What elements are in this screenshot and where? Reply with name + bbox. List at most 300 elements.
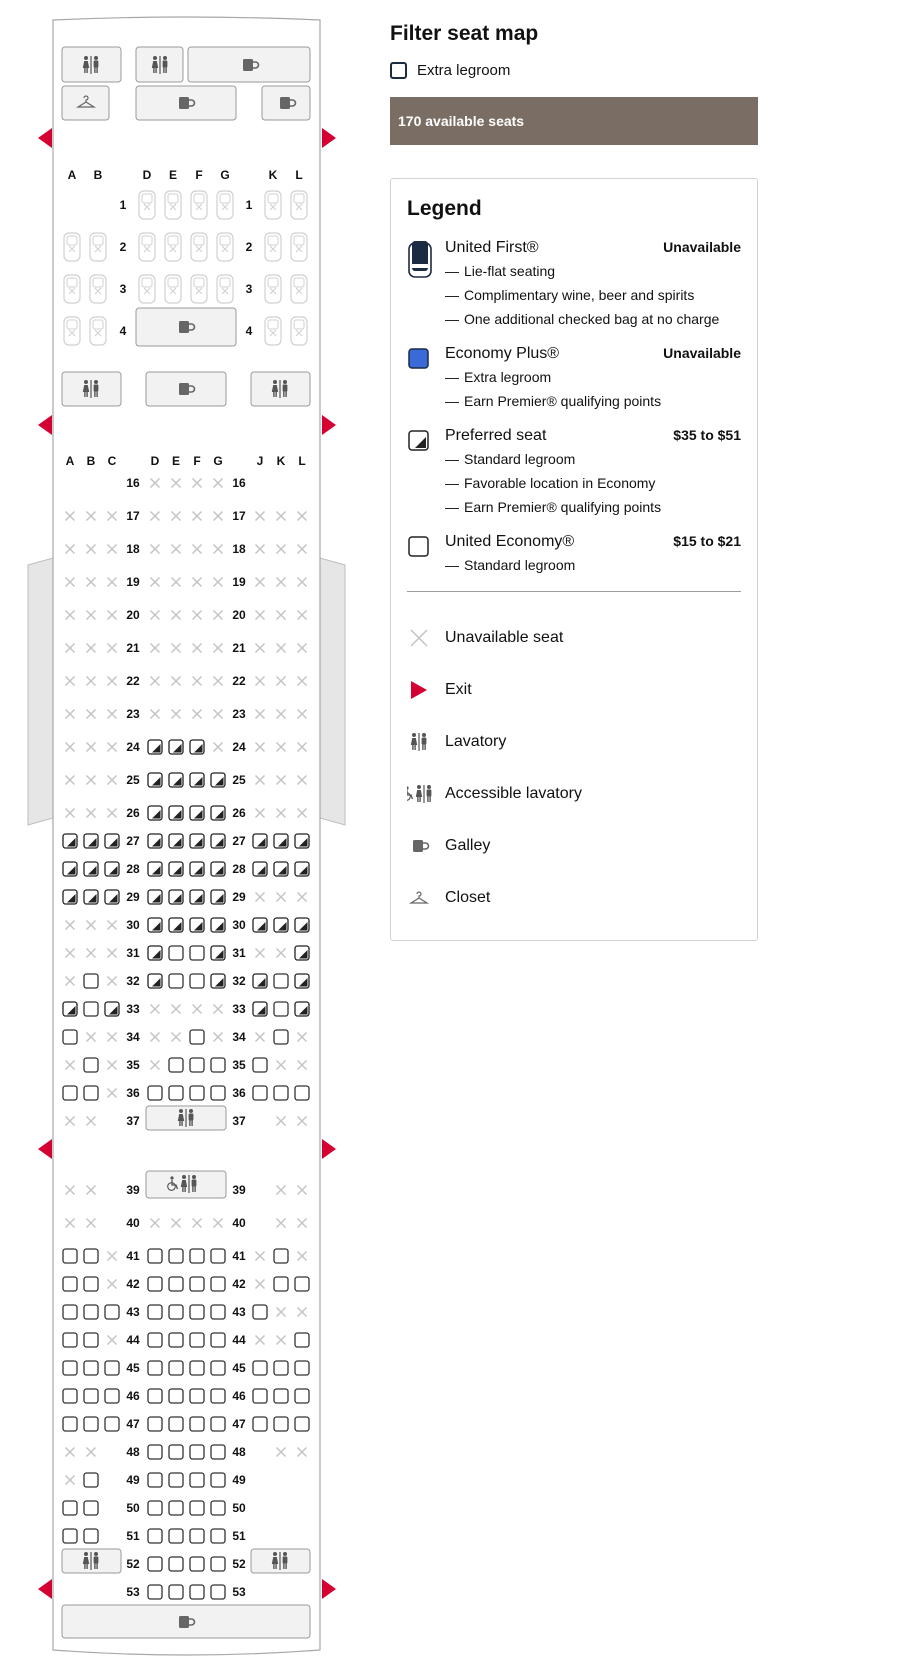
seat-47C[interactable] bbox=[105, 1417, 119, 1431]
legend-symbol-label: Unavailable seat bbox=[445, 629, 564, 646]
seat-27J[interactable] bbox=[253, 834, 267, 848]
economy-row-35: 35 bbox=[126, 1058, 140, 1072]
seat-49F[interactable] bbox=[190, 1473, 204, 1487]
seat-43J[interactable] bbox=[253, 1305, 267, 1319]
seat-50F[interactable] bbox=[190, 1501, 204, 1515]
seat-36K[interactable] bbox=[274, 1086, 288, 1100]
closet-hanger-icon bbox=[407, 885, 445, 911]
legend-fare-name: Economy Plus® bbox=[445, 345, 560, 362]
seat-46D[interactable] bbox=[148, 1389, 162, 1403]
accessible-lavatory-icon bbox=[407, 781, 445, 807]
legend-fare-name: Preferred seat bbox=[445, 427, 547, 444]
seat-51D[interactable] bbox=[148, 1529, 162, 1543]
seat-33A[interactable] bbox=[63, 1002, 77, 1016]
legend-fare-price: Unavailable bbox=[663, 345, 741, 361]
seat-29C[interactable] bbox=[105, 890, 119, 904]
extra-legroom-label: Extra legroom bbox=[417, 61, 511, 79]
exit-arrow-icon bbox=[38, 128, 52, 148]
seat-34A[interactable] bbox=[63, 1030, 77, 1044]
seat-33C[interactable] bbox=[105, 1002, 119, 1016]
feature-dash: — bbox=[445, 287, 459, 303]
economy-column-L: L bbox=[298, 454, 306, 468]
feature-dash: — bbox=[445, 369, 459, 385]
first-class-seat-unavailable bbox=[265, 317, 281, 345]
seat-32L[interactable] bbox=[295, 974, 309, 988]
right-wing bbox=[320, 558, 345, 825]
seat-26D[interactable] bbox=[148, 806, 162, 820]
feature-text: Lie-flat seating bbox=[464, 263, 556, 279]
seat-32J[interactable] bbox=[253, 974, 267, 988]
economy-row-18: 18 bbox=[232, 542, 246, 556]
first-row-2: 2 bbox=[119, 240, 127, 254]
seat-44E[interactable] bbox=[169, 1333, 183, 1347]
seat-28C[interactable] bbox=[105, 862, 119, 876]
seat-51A[interactable] bbox=[63, 1529, 77, 1543]
economy-row-32: 32 bbox=[126, 974, 140, 988]
seat-25D[interactable] bbox=[148, 773, 162, 787]
first-row-1: 1 bbox=[245, 198, 253, 212]
seat-29D[interactable] bbox=[148, 890, 162, 904]
seat-36G[interactable] bbox=[211, 1086, 225, 1100]
seat-25G[interactable] bbox=[211, 773, 225, 787]
seat-44L[interactable] bbox=[295, 1333, 309, 1347]
legend-fare-name: United First® bbox=[445, 239, 539, 256]
seat-32F[interactable] bbox=[190, 974, 204, 988]
economy-row-30: 30 bbox=[232, 918, 246, 932]
seat-47L[interactable] bbox=[295, 1417, 309, 1431]
seat-35G[interactable] bbox=[211, 1058, 225, 1072]
seat-53F[interactable] bbox=[190, 1585, 204, 1599]
unavailable-x-icon bbox=[407, 625, 445, 651]
seat-46A[interactable] bbox=[63, 1389, 77, 1403]
first-class-seat-unavailable bbox=[139, 233, 155, 261]
seat-41K[interactable] bbox=[274, 1249, 288, 1263]
economy-row-16: 16 bbox=[232, 476, 246, 490]
economy-row-51: 51 bbox=[126, 1529, 140, 1543]
seat-35B[interactable] bbox=[84, 1058, 98, 1072]
seat-49E[interactable] bbox=[169, 1473, 183, 1487]
seat-52E[interactable] bbox=[169, 1557, 183, 1571]
seat-41A[interactable] bbox=[63, 1249, 77, 1263]
seat-25F[interactable] bbox=[190, 773, 204, 787]
seat-28L[interactable] bbox=[295, 862, 309, 876]
seat-50A[interactable] bbox=[63, 1501, 77, 1515]
economy-row-44: 44 bbox=[232, 1333, 246, 1347]
seat-45B[interactable] bbox=[84, 1361, 98, 1375]
seat-45A[interactable] bbox=[63, 1361, 77, 1375]
seat-30L[interactable] bbox=[295, 918, 309, 932]
seat-30J[interactable] bbox=[253, 918, 267, 932]
seat-28D[interactable] bbox=[148, 862, 162, 876]
seat-31F[interactable] bbox=[190, 946, 204, 960]
seat-31G[interactable] bbox=[211, 946, 225, 960]
seat-31L[interactable] bbox=[295, 946, 309, 960]
seat-46K[interactable] bbox=[274, 1389, 288, 1403]
seat-45L[interactable] bbox=[295, 1361, 309, 1375]
economy-row-28: 28 bbox=[126, 862, 140, 876]
lavatory-icon bbox=[407, 729, 445, 755]
first-column-G: G bbox=[220, 168, 230, 182]
economy-row-25: 25 bbox=[126, 773, 140, 787]
economy-row-19: 19 bbox=[232, 575, 246, 589]
economy-row-42: 42 bbox=[232, 1277, 246, 1291]
legend-symbol-item bbox=[407, 664, 741, 716]
seat-30E[interactable] bbox=[169, 918, 183, 932]
first-column-L: L bbox=[295, 168, 303, 182]
economy-column-D: D bbox=[150, 454, 160, 468]
seat-53G[interactable] bbox=[211, 1585, 225, 1599]
seat-41B[interactable] bbox=[84, 1249, 98, 1263]
seat-48G[interactable] bbox=[211, 1445, 225, 1459]
first-column-D: D bbox=[142, 168, 152, 182]
seat-26G[interactable] bbox=[211, 806, 225, 820]
feature-text: Extra legroom bbox=[464, 369, 552, 385]
first-class-seat-unavailable bbox=[191, 233, 207, 261]
feature-dash: — bbox=[445, 475, 459, 491]
available-seats-banner: 170 available seats bbox=[390, 97, 758, 145]
filter-title: Filter seat map bbox=[390, 22, 539, 45]
first-class-seat-unavailable bbox=[64, 317, 80, 345]
seat-42K[interactable] bbox=[274, 1277, 288, 1291]
economy-row-37: 37 bbox=[126, 1114, 140, 1128]
seat-44F[interactable] bbox=[190, 1333, 204, 1347]
feature-text: Standard legroom bbox=[464, 451, 576, 467]
seat-52D[interactable] bbox=[148, 1557, 162, 1571]
seat-47F[interactable] bbox=[190, 1417, 204, 1431]
economy-row-20: 20 bbox=[126, 608, 140, 622]
seat-26F[interactable] bbox=[190, 806, 204, 820]
seat-47D[interactable] bbox=[148, 1417, 162, 1431]
legend-symbol-label: Exit bbox=[445, 681, 472, 698]
seat-46C[interactable] bbox=[105, 1389, 119, 1403]
accessible-lavatory-icon bbox=[407, 785, 431, 803]
economy-row-39: 39 bbox=[126, 1183, 140, 1197]
economy-row-42: 42 bbox=[126, 1277, 140, 1291]
economy-row-46: 46 bbox=[126, 1389, 140, 1403]
seat-48D[interactable] bbox=[148, 1445, 162, 1459]
seat-28G[interactable] bbox=[211, 862, 225, 876]
side-panel bbox=[390, 22, 758, 941]
seat-36D[interactable] bbox=[148, 1086, 162, 1100]
extra-legroom-filter[interactable] bbox=[390, 56, 758, 84]
seat-47E[interactable] bbox=[169, 1417, 183, 1431]
seat-51B[interactable] bbox=[84, 1529, 98, 1543]
seat-45G[interactable] bbox=[211, 1361, 225, 1375]
seat-49G[interactable] bbox=[211, 1473, 225, 1487]
seat-32D[interactable] bbox=[148, 974, 162, 988]
seat-43E[interactable] bbox=[169, 1305, 183, 1319]
seat-50E[interactable] bbox=[169, 1501, 183, 1515]
seat-30F[interactable] bbox=[190, 918, 204, 932]
legend-feature bbox=[445, 553, 741, 577]
first-class-seat-unavailable bbox=[64, 275, 80, 303]
seat-35J[interactable] bbox=[253, 1058, 267, 1072]
seat-32K[interactable] bbox=[274, 974, 288, 988]
seat-53D[interactable] bbox=[148, 1585, 162, 1599]
exit-arrow-icon bbox=[322, 1139, 336, 1159]
legend-fare-body bbox=[445, 345, 741, 413]
seat-46L[interactable] bbox=[295, 1389, 309, 1403]
legend-fare-item bbox=[407, 533, 741, 577]
seat-42F[interactable] bbox=[190, 1277, 204, 1291]
seat-26E[interactable] bbox=[169, 806, 183, 820]
seat-28F[interactable] bbox=[190, 862, 204, 876]
economy-row-36: 36 bbox=[232, 1086, 246, 1100]
seat-49B[interactable] bbox=[84, 1473, 98, 1487]
seat-47K[interactable] bbox=[274, 1417, 288, 1431]
seat-50D[interactable] bbox=[148, 1501, 162, 1515]
legend-fare-price: $35 to $51 bbox=[673, 427, 741, 443]
legend-feature bbox=[445, 495, 741, 519]
seat-43D[interactable] bbox=[148, 1305, 162, 1319]
seat-36A[interactable] bbox=[63, 1086, 77, 1100]
economy-row-22: 22 bbox=[126, 674, 140, 688]
first-class-seat-unavailable bbox=[217, 191, 233, 219]
seat-45E[interactable] bbox=[169, 1361, 183, 1375]
seat-29A[interactable] bbox=[63, 890, 77, 904]
first-class-seat-unavailable bbox=[165, 191, 181, 219]
seat-34K[interactable] bbox=[274, 1030, 288, 1044]
economy-row-43: 43 bbox=[126, 1305, 140, 1319]
economy-row-36: 36 bbox=[126, 1086, 140, 1100]
seat-28E[interactable] bbox=[169, 862, 183, 876]
first-class-seat-unavailable bbox=[165, 233, 181, 261]
seat-27A[interactable] bbox=[63, 834, 77, 848]
seat-44D[interactable] bbox=[148, 1333, 162, 1347]
seat-52G[interactable] bbox=[211, 1557, 225, 1571]
seat-35F[interactable] bbox=[190, 1058, 204, 1072]
seat-44G[interactable] bbox=[211, 1333, 225, 1347]
legend-symbol-item bbox=[407, 820, 741, 872]
economy-row-32: 32 bbox=[232, 974, 246, 988]
exit-arrow-icon bbox=[407, 677, 445, 703]
seat-27B[interactable] bbox=[84, 834, 98, 848]
seat-24F[interactable] bbox=[190, 740, 204, 754]
seat-30D[interactable] bbox=[148, 918, 162, 932]
seat-51F[interactable] bbox=[190, 1529, 204, 1543]
preferred-seat-icon bbox=[407, 427, 445, 519]
economy-row-41: 41 bbox=[126, 1249, 140, 1263]
first-class-seat-unavailable bbox=[165, 275, 181, 303]
seat-32B[interactable] bbox=[84, 974, 98, 988]
seat-43B[interactable] bbox=[84, 1305, 98, 1319]
economy-row-33: 33 bbox=[232, 1002, 246, 1016]
first-class-seat-unavailable bbox=[64, 233, 80, 261]
seat-36E[interactable] bbox=[169, 1086, 183, 1100]
economy-row-26: 26 bbox=[232, 806, 246, 820]
seat-48E[interactable] bbox=[169, 1445, 183, 1459]
seat-46G[interactable] bbox=[211, 1389, 225, 1403]
economy-column-E: E bbox=[171, 454, 181, 468]
seat-47B[interactable] bbox=[84, 1417, 98, 1431]
lavatory-icon bbox=[411, 733, 427, 751]
economy-row-45: 45 bbox=[232, 1361, 246, 1375]
economy-row-26: 26 bbox=[126, 806, 140, 820]
seat-29E[interactable] bbox=[169, 890, 183, 904]
first-class-seat-unavailable bbox=[90, 275, 106, 303]
seat-27C[interactable] bbox=[105, 834, 119, 848]
legend-title: Legend bbox=[407, 197, 482, 220]
economy-row-48: 48 bbox=[232, 1445, 246, 1459]
seat-50G[interactable] bbox=[211, 1501, 225, 1515]
economy-row-37: 37 bbox=[232, 1114, 246, 1128]
seat-46B[interactable] bbox=[84, 1389, 98, 1403]
economy-row-48: 48 bbox=[126, 1445, 140, 1459]
feature-dash: — bbox=[445, 451, 459, 467]
seat-47J[interactable] bbox=[253, 1417, 267, 1431]
extra-legroom-checkbox[interactable] bbox=[390, 62, 407, 79]
seat-29F[interactable] bbox=[190, 890, 204, 904]
seat-47G[interactable] bbox=[211, 1417, 225, 1431]
seat-51G[interactable] bbox=[211, 1529, 225, 1543]
legend-panel bbox=[390, 178, 758, 941]
seat-33B[interactable] bbox=[84, 1002, 98, 1016]
seat-43F[interactable] bbox=[190, 1305, 204, 1319]
seat-41D[interactable] bbox=[148, 1249, 162, 1263]
legend-feature bbox=[445, 447, 741, 471]
seat-52F[interactable] bbox=[190, 1557, 204, 1571]
seat-27K[interactable] bbox=[274, 834, 288, 848]
legend-symbol-label: Closet bbox=[445, 889, 491, 906]
seat-31E[interactable] bbox=[169, 946, 183, 960]
economy-row-53: 53 bbox=[232, 1585, 246, 1599]
seat-33J[interactable] bbox=[253, 1002, 267, 1016]
first-row-1: 1 bbox=[119, 198, 127, 212]
seat-42E[interactable] bbox=[169, 1277, 183, 1291]
seat-50B[interactable] bbox=[84, 1501, 98, 1515]
seat-24E[interactable] bbox=[169, 740, 183, 754]
seat-41E[interactable] bbox=[169, 1249, 183, 1263]
economy-row-17: 17 bbox=[126, 509, 140, 523]
seat-27E[interactable] bbox=[169, 834, 183, 848]
seat-24D[interactable] bbox=[148, 740, 162, 754]
seat-36B[interactable] bbox=[84, 1086, 98, 1100]
seat-25E[interactable] bbox=[169, 773, 183, 787]
seat-27L[interactable] bbox=[295, 834, 309, 848]
seat-42L[interactable] bbox=[295, 1277, 309, 1291]
economy-row-53: 53 bbox=[126, 1585, 140, 1599]
economy-row-21: 21 bbox=[232, 641, 246, 655]
seat-33K[interactable] bbox=[274, 1002, 288, 1016]
seat-49D[interactable] bbox=[148, 1473, 162, 1487]
first-class-seat-unavailable bbox=[139, 191, 155, 219]
seat-42B[interactable] bbox=[84, 1277, 98, 1291]
seat-45D[interactable] bbox=[148, 1361, 162, 1375]
legend-fare-header bbox=[445, 533, 741, 551]
seat-36F[interactable] bbox=[190, 1086, 204, 1100]
seat-46E[interactable] bbox=[169, 1389, 183, 1403]
seat-44B[interactable] bbox=[84, 1333, 98, 1347]
seat-28A[interactable] bbox=[63, 862, 77, 876]
seat-44A[interactable] bbox=[63, 1333, 77, 1347]
seat-51E[interactable] bbox=[169, 1529, 183, 1543]
legend-feature bbox=[445, 389, 741, 413]
seat-32G[interactable] bbox=[211, 974, 225, 988]
legend-symbol-item bbox=[407, 612, 741, 664]
seat-29B[interactable] bbox=[84, 890, 98, 904]
seat-30G[interactable] bbox=[211, 918, 225, 932]
economy-row-40: 40 bbox=[126, 1216, 140, 1230]
seat-41F[interactable] bbox=[190, 1249, 204, 1263]
legend-fare-item bbox=[407, 345, 741, 413]
economy-row-40: 40 bbox=[232, 1216, 246, 1230]
seat-28B[interactable] bbox=[84, 862, 98, 876]
seat-30K[interactable] bbox=[274, 918, 288, 932]
economy-row-45: 45 bbox=[126, 1361, 140, 1375]
legend-fare-item bbox=[407, 427, 741, 519]
seat-32E[interactable] bbox=[169, 974, 183, 988]
seat-42A[interactable] bbox=[63, 1277, 77, 1291]
economy-row-49: 49 bbox=[232, 1473, 246, 1487]
seat-33L[interactable] bbox=[295, 1002, 309, 1016]
first-row-2: 2 bbox=[245, 240, 253, 254]
economy-row-52: 52 bbox=[232, 1557, 246, 1571]
economy-column-J: J bbox=[256, 454, 264, 468]
seat-45C[interactable] bbox=[105, 1361, 119, 1375]
feature-text: Earn Premier® qualifying points bbox=[464, 499, 662, 515]
exit-arrow-icon bbox=[322, 415, 336, 435]
first-column-F: F bbox=[195, 168, 203, 182]
economy-column-C: C bbox=[107, 454, 117, 468]
seat-29G[interactable] bbox=[211, 890, 225, 904]
seat-43G[interactable] bbox=[211, 1305, 225, 1319]
feature-text: Favorable location in Economy bbox=[464, 475, 656, 491]
first-class-seat-unavailable bbox=[191, 275, 207, 303]
seat-36L[interactable] bbox=[295, 1086, 309, 1100]
galley-cup-icon bbox=[413, 840, 429, 852]
seat-47A[interactable] bbox=[63, 1417, 77, 1431]
seat-53E[interactable] bbox=[169, 1585, 183, 1599]
economy-row-21: 21 bbox=[126, 641, 140, 655]
legend-symbol-item bbox=[407, 872, 741, 924]
seat-48F[interactable] bbox=[190, 1445, 204, 1459]
seat-41G[interactable] bbox=[211, 1249, 225, 1263]
economy-row-41: 41 bbox=[232, 1249, 246, 1263]
seat-43A[interactable] bbox=[63, 1305, 77, 1319]
seat-27D[interactable] bbox=[148, 834, 162, 848]
seat-31D[interactable] bbox=[148, 946, 162, 960]
economy-row-29: 29 bbox=[126, 890, 140, 904]
first-row-3: 3 bbox=[119, 282, 127, 296]
economy-row-50: 50 bbox=[126, 1501, 140, 1515]
seat-46J[interactable] bbox=[253, 1389, 267, 1403]
seat-27G[interactable] bbox=[211, 834, 225, 848]
seat-46F[interactable] bbox=[190, 1389, 204, 1403]
seat-45K[interactable] bbox=[274, 1361, 288, 1375]
economy-row-31: 31 bbox=[232, 946, 246, 960]
seat-35E[interactable] bbox=[169, 1058, 183, 1072]
legend-feature bbox=[445, 283, 741, 307]
seat-42D[interactable] bbox=[148, 1277, 162, 1291]
legend-symbol-label: Galley bbox=[445, 837, 491, 854]
seat-36J[interactable] bbox=[253, 1086, 267, 1100]
economy-row-49: 49 bbox=[126, 1473, 140, 1487]
seat-43C[interactable] bbox=[105, 1305, 119, 1319]
legend-symbol-label: Accessible lavatory bbox=[445, 785, 582, 802]
seat-28K[interactable] bbox=[274, 862, 288, 876]
economy-row-47: 47 bbox=[126, 1417, 140, 1431]
seat-45F[interactable] bbox=[190, 1361, 204, 1375]
economy-row-43: 43 bbox=[232, 1305, 246, 1319]
exit-arrow-icon bbox=[38, 1579, 52, 1599]
galley-cup-icon bbox=[407, 833, 445, 859]
seat-42G[interactable] bbox=[211, 1277, 225, 1291]
seat-28J[interactable] bbox=[253, 862, 267, 876]
seat-45J[interactable] bbox=[253, 1361, 267, 1375]
legend-divider bbox=[407, 591, 741, 592]
seat-27F[interactable] bbox=[190, 834, 204, 848]
seat-34F[interactable] bbox=[190, 1030, 204, 1044]
